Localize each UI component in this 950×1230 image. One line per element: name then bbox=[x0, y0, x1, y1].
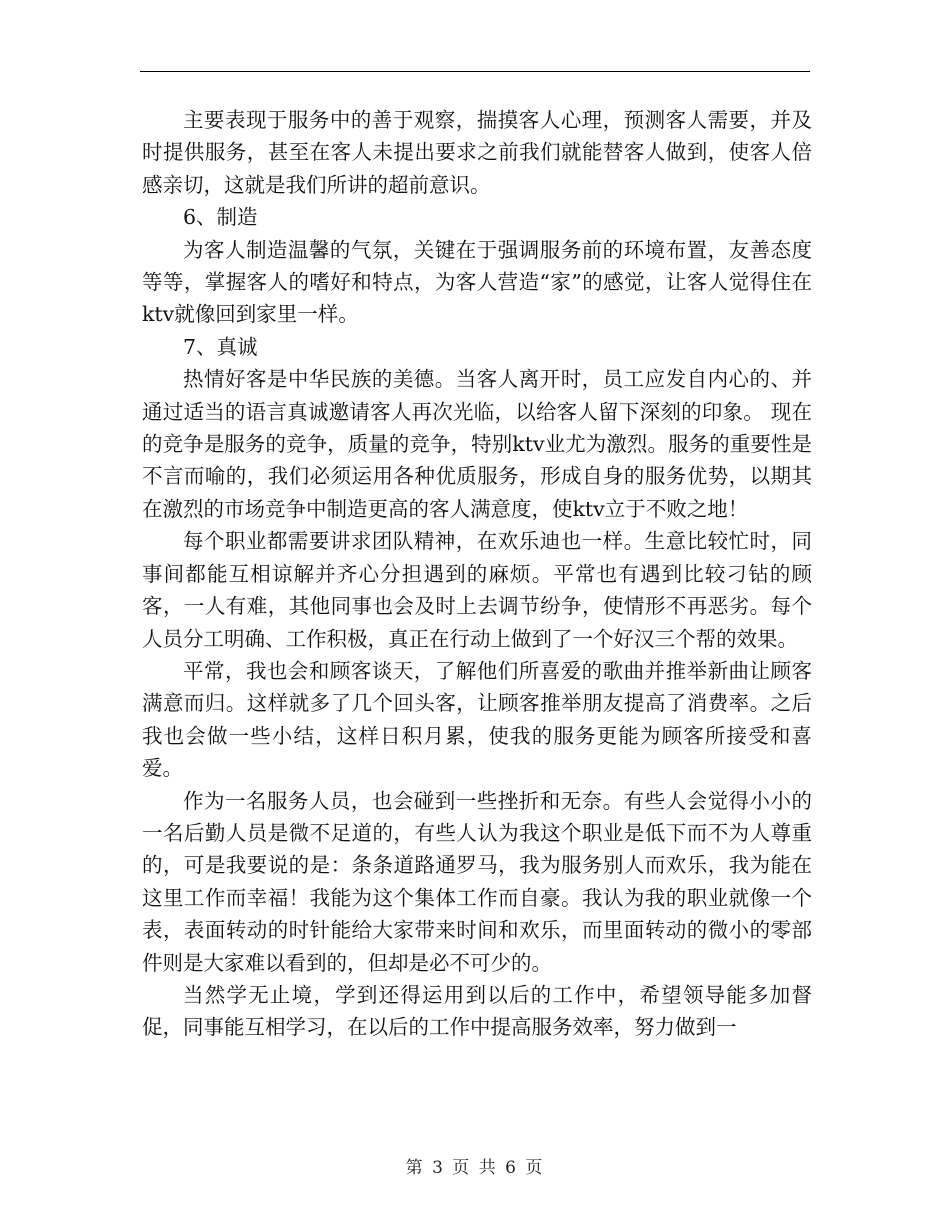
paragraph-sincerity: 热情好客是中华民族的美德。当客人离开时，员工应发自内心的、并通过适当的语言真诚邀请客人再次光临，以给客人留下深刻的印象。 现在的竞争是服务的竞争，质量的竞争，特别ktv业尤为激烈。服务的重要性是不言而喻的，我们必须运用各种优质服务，形成自身的服务优势，以期其在激烈的市场竞争中制造更高的客人满意度，使ktv立于不败之地！ bbox=[142, 367, 812, 521]
paragraph-conclusion: 当然学无止境，学到还得运用到以后的工作中，希望领导能多加督促，同事能互相学习，在以后的工作中提高服务效率，努力做到一 bbox=[142, 982, 812, 1040]
paragraph-customers: 平常，我也会和顾客谈天，了解他们所喜爱的歌曲并推举新曲让顾客满意而归。这样就多了几个回头客，让顾客推举朋友提高了消费率。之后我也会做一些小结，这样日积月累，使我的服务更能为顾客所接受和喜爱。 bbox=[142, 658, 812, 781]
document-body bbox=[142, 104, 812, 1044]
page-number: 第 3 页 共 6 页 bbox=[405, 1158, 545, 1178]
header-rule bbox=[140, 71, 810, 72]
paragraph-reflection: 作为一名服务人员，也会碰到一些挫折和无奈。有些人会觉得小小的一名后勤人员是微不足道的，有些人认为我这个职业是低下而不为人尊重的，可是我要说的是：条条道路通罗马，我为服务别人而欢乐，我为能在这里工作而幸福！我能为这个集体工作而自豪。我认为我的职业就像一个表，表面转动的时针能给大家带来时间和欢乐，而里面转动的微小的零部件则是大家难以看到的，但却是必不可少的。 bbox=[142, 788, 812, 975]
paragraph-advance-awareness: 主要表现于服务中的善于观察，揣摸客人心理，预测客人需要，并及时提供服务，甚至在客人未提出要求之前我们就能替客人做到，使客人倍感亲切，这就是我们所讲的超前意识。 bbox=[142, 108, 812, 197]
heading-sincerity: 7、真诚 bbox=[183, 334, 258, 359]
heading-create: 6、制造 bbox=[183, 205, 258, 230]
paragraph-teamwork: 每个职业都需要讲求团队精神，在欢乐迪也一样。生意比较忙时，同事间都能互相谅解并齐心分担遇到的麻烦。平常也有遇到比较刁钻的顾客，一人有难，其他同事也会及时上去调节纷争，使情形不再恶劣。每个人员分工明确、工作积极，真正在行动上做到了一个好汉三个帮的效果。 bbox=[142, 529, 812, 651]
paragraph-create: 为客人制造温馨的气氛，关键在于强调服务前的环境布置，友善态度等等，掌握客人的嗜好和特点，为客人营造“家”的感觉，让客人觉得住在ktv就像回到家里一样。 bbox=[142, 237, 812, 327]
